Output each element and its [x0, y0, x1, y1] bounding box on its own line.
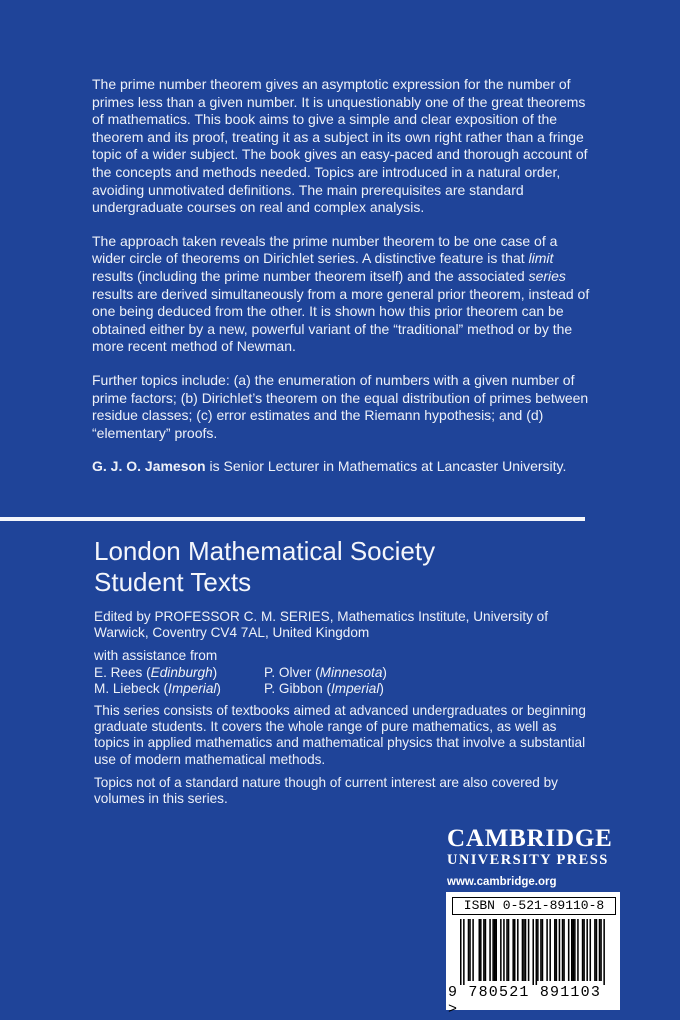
editor-3: M. Liebeck (Imperial) — [94, 680, 221, 696]
publisher-subtitle: UNIVERSITY PRESS — [447, 852, 609, 868]
barcode-bar — [573, 919, 575, 981]
series-description-1: This series consists of textbooks aimed at advanced undergraduates or beginning graduate students. It covers the whole range of pure mathematics, as well as topics in applied mathematics and mathematical physics that involve a substantial use of modern mathematical methods. — [94, 703, 586, 767]
blurb-paragraph-1: The prime number theorem gives an asymptotic expression for the number of primes less than a given number. It is unquestionably one of the great theorems of mathematics. This book aims to give a simple and clear exposition of the theorem and its proof, treating it as a subject in its own right rather than a fringe topic of a wider subject. The book gives an easy-paced and thorough account of the concepts and methods needed. Topics are introduced in a natural order, avoiding unmotivated definitions. The main prerequisites are standard undergraduate courses on real and complex analysis. — [92, 76, 588, 216]
barcode-bar — [492, 919, 494, 981]
barcode-bar — [494, 919, 496, 981]
barcode-bar — [546, 919, 548, 981]
barcode-bar — [483, 919, 485, 981]
barcode-bar — [568, 919, 570, 981]
blurb-paragraph-3: Further topics include: (a) the enumeration of numbers with a given number of prime factors; (b) Dirichlet’s theorem on the equal distribution of primes between residue classes; (c) error estimates and the Riemann hypothesis; and (d) “elementary” proofs. — [92, 371, 589, 441]
barcode-bar — [574, 919, 576, 981]
series-title — [94, 536, 435, 598]
blurb-paragraph-2 — [92, 233, 590, 356]
barcode-bar — [562, 919, 564, 981]
barcode-bar — [554, 919, 556, 981]
series-edited-by: Edited by PROFESSOR C. M. SERIES, Mathematics Institute, University of Warwick, Coventry CV4 7AL, United Kingdom — [94, 609, 549, 641]
barcode-bar — [540, 919, 542, 981]
back-cover-blurb — [92, 76, 590, 492]
barcode-bar — [523, 919, 525, 981]
barcode-bar — [599, 919, 601, 981]
barcode-bar — [508, 919, 510, 981]
barcode-bar — [528, 919, 530, 981]
author-bio — [92, 458, 590, 476]
barcode-bar — [500, 919, 502, 981]
author-name: G. J. O. Jameson — [92, 458, 206, 475]
isbn-label: ISBN 0-521-89110-8 — [452, 897, 616, 915]
barcode-bar — [586, 919, 588, 981]
barcode-bar — [460, 919, 462, 985]
barcode-bar — [542, 919, 544, 981]
blurb-p2-limit: limit — [528, 250, 554, 267]
barcode-bar — [512, 919, 514, 981]
barcode-bar — [549, 919, 551, 981]
barcode-bar — [463, 919, 465, 985]
editor-1: E. Rees (Edinburgh) — [94, 664, 218, 680]
author-description: is Senior Lecturer in Mathematics at Lancaster University. — [205, 458, 567, 475]
editor-4: P. Gibbon (Imperial) — [264, 680, 384, 696]
barcode-bars — [460, 919, 608, 985]
barcode-bar — [571, 919, 573, 981]
barcode-bar — [603, 919, 605, 985]
barcode-box — [446, 892, 620, 1018]
barcode-bar — [577, 919, 579, 981]
barcode-bar — [489, 919, 491, 981]
barcode-bar — [525, 919, 527, 981]
barcode-bar — [468, 919, 470, 981]
publisher-logo — [447, 826, 619, 888]
barcode-bar — [517, 919, 519, 981]
ean-number: 9 780521 891103 > — [448, 984, 602, 1018]
barcode-bar — [503, 919, 505, 981]
barcode-bar — [522, 919, 524, 981]
series-info — [94, 609, 586, 814]
barcode-bar — [532, 919, 534, 985]
barcode-bar — [563, 919, 565, 981]
barcode-bar — [479, 919, 481, 981]
series-title-line-1: London Mathematical Society — [94, 536, 436, 566]
barcode-bar — [590, 919, 592, 981]
barcode-bar — [495, 919, 497, 981]
barcode-bar — [472, 919, 474, 981]
barcode-bar — [469, 919, 471, 981]
divider-rule — [0, 517, 585, 521]
barcode-bar — [583, 919, 585, 981]
blurb-p2-part-a: The approach taken reveals the prime number theorem to be one case of a wider circle of theorems on Dirichlet series. A distinctive feature is that — [92, 232, 558, 267]
blurb-p2-series: series — [528, 267, 566, 284]
barcode-bar — [559, 919, 561, 981]
series-title-line-2: Student Texts — [94, 567, 252, 597]
barcode-bar — [537, 919, 539, 981]
barcode-bar — [582, 919, 584, 981]
barcode-bar — [480, 919, 482, 981]
editor-list — [94, 665, 586, 697]
barcode-bar — [600, 919, 602, 981]
barcode-bar — [485, 919, 487, 981]
barcode-bar — [506, 919, 508, 981]
barcode-bar — [536, 919, 538, 985]
blurb-p2-part-b: results (including the prime number theorem itself) and the associated — [92, 267, 529, 284]
blurb-p2-part-c: results are derived simultaneously from a more general prior theorem, instead of one being deduced from the other. It is shown how this prior theorem can be obtained either by a new, powerful variant of the “traditional” method or by the more recent method of Newman. — [92, 285, 590, 355]
editor-2: P. Olver (Minnesota) — [264, 664, 387, 680]
barcode-bar — [596, 919, 598, 981]
barcode-bar — [594, 919, 596, 981]
barcode-bar — [556, 919, 558, 981]
series-assistance-label: with assistance from — [94, 648, 218, 664]
barcode-bar — [514, 919, 516, 981]
publisher-url: www.cambridge.org — [447, 876, 557, 888]
series-description-2: Topics not of a standard nature though of current interest are also covered by volumes in this series. — [94, 774, 558, 807]
publisher-name: CAMBRIDGE — [447, 825, 613, 852]
